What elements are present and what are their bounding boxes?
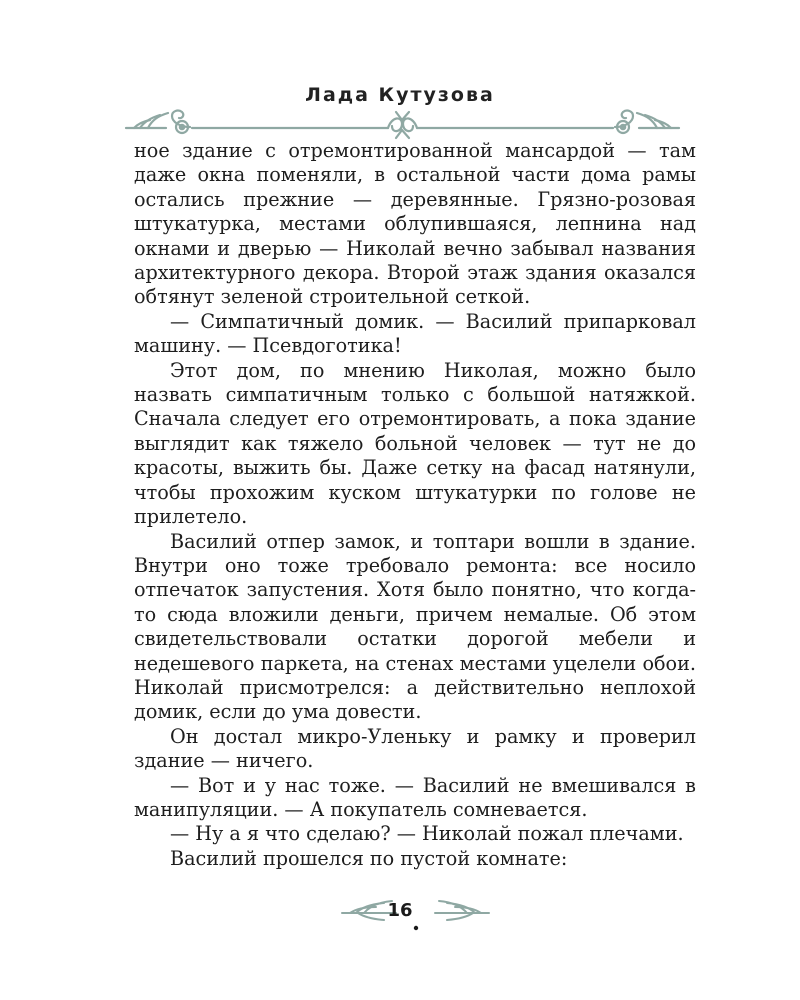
paragraph: Василий прошелся по пустой комнате:	[170, 846, 568, 870]
page-body	[134, 139, 696, 871]
paragraph: — Вот и у нас тоже. — Василий не вмешивался в манипуляции. — А покупатель сомневается.	[134, 773, 696, 821]
running-title: Лада Кутузова	[305, 84, 495, 106]
paragraph: — Ну а я что сделаю? — Николай пожал плечами.	[170, 822, 684, 846]
flourish-divider-icon	[120, 106, 685, 140]
page-header	[0, 78, 800, 138]
page-number: 16	[387, 900, 413, 921]
paragraph: Василий отпер замок, и топтари вошли в здание. Внутри оно тоже требовало ремонта: все носило отпечаток запустения. Хотя было понятно, что когда-то сюда вложили деньги, причем немалые. Об этом свидетельствовали остатки дорогой мебели и недешевого паркета, на стенах местами уцелели обои. Николай присмотрелся: а действительно неплохой домик, если до ума довести.	[134, 529, 696, 724]
paragraph: Этот дом, по мнению Николая, можно было назвать симпатичным только с большой натяжкой. Сначала следует его отремонтировать, а пока здание выглядит как тяжело больной человек — тут не до красоты, выжить бы. Даже сетку на фасад натянули, чтобы прохожим куском штукатурки по голове не прилетело.	[134, 358, 696, 529]
paragraph: — Симпатичный домик. — Василий припарковал машину. — Псевдоготика!	[134, 309, 696, 358]
page-footer	[0, 895, 800, 935]
paragraph: Он достал микро-Уленьку и рамку и проверил здание — ничего.	[134, 724, 696, 773]
paragraph: ное здание с отремонтированной мансардой — там даже окна поменяли, в остальной части дома рамы остались прежние — деревянные. Грязно-розовая штукатурка, местами облупившаяся, лепнина над окнами и дверью — Николай вечно забывал названия архитектурного декора. Второй этаж здания оказался обтянут зеленой строительной сеткой.	[134, 139, 696, 309]
